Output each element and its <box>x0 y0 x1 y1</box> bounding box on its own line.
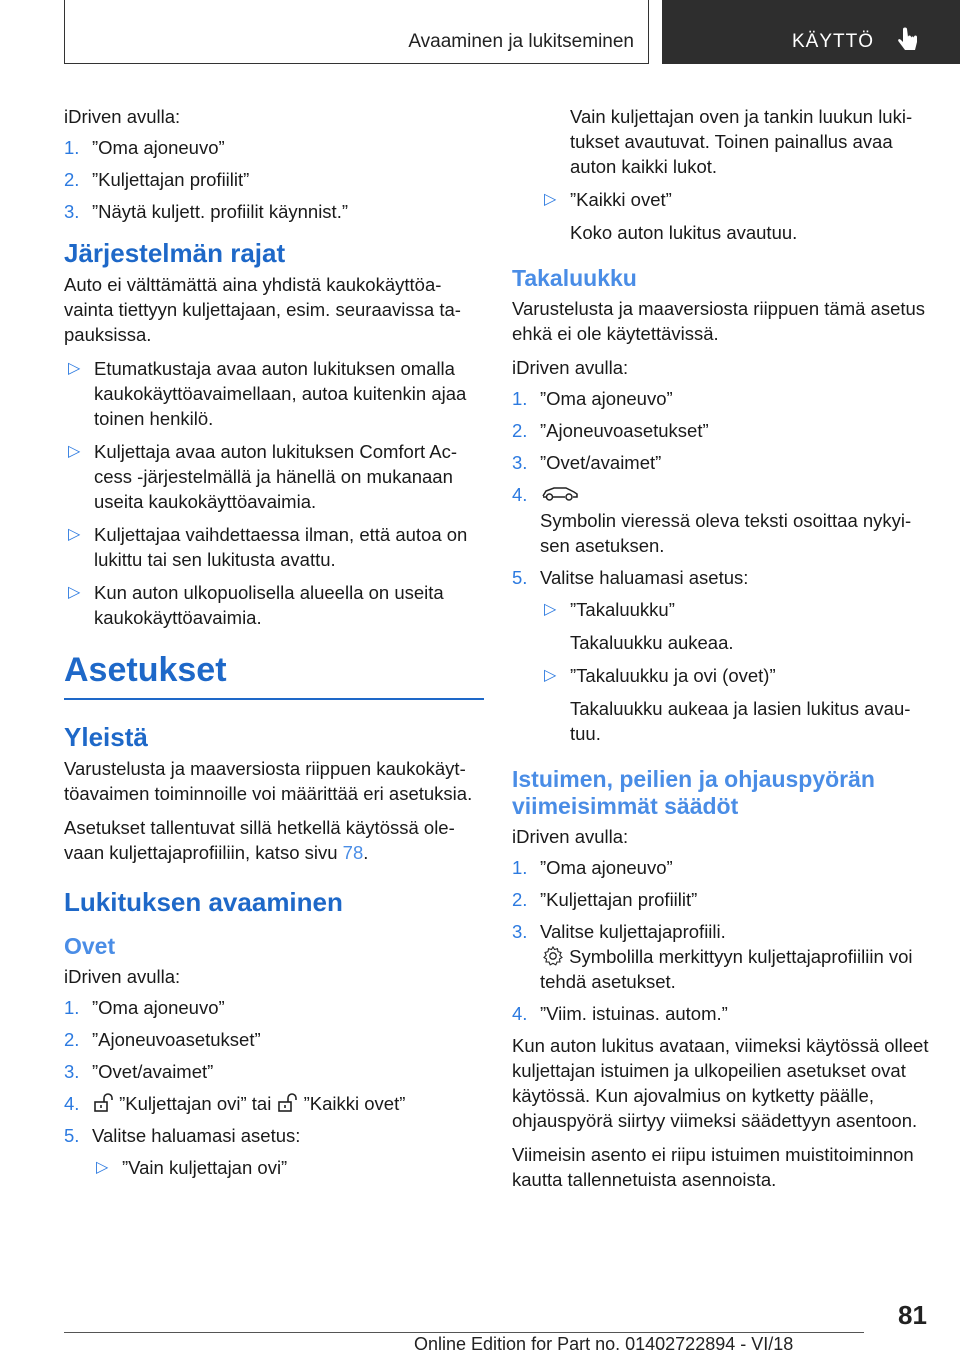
list-item: ▷ ”Takaluukku ja ovi (ovet)” <box>544 665 776 686</box>
list-item: 1. ”Oma ajoneuvo” <box>64 996 225 1018</box>
list-item: ▷ Etumatkustaja avaa auton lukituksen omalla kaukokäyttöavaimellaan, autoa kuitenkin ajaa toinen henkilö. <box>68 358 467 429</box>
triangle-bullet-icon: ▷ <box>68 526 81 543</box>
general-paragraph-2: Asetukset tallentuvat sillä hetkellä käytössä olevaan kuljettajaprofiiliin, katso sivu 78. <box>64 816 455 863</box>
sub-text: Koko auton lukitus avautuu. <box>570 222 798 243</box>
list-item: 4. ”Viim. istuinas. autom.” <box>512 1003 728 1024</box>
seats-paragraph-1: Kun auton lukitus avataan, viimeksi käytössä olleet kuljettajan istuimen ja ulkopeilien asetukset ovat käytössä. Kun ajovalmius on kytketty päälle, ohjauspyörä siirtyy viimeksi säädettyyn asentoon. <box>512 1035 929 1131</box>
limits-paragraph: Auto ei välttämättä aina yhdistä kaukokäyttöavainta tiettyyn kuljettajaan, esim. seuraavissa tapauksissa. <box>64 274 461 345</box>
open-lock-icon <box>276 1092 298 1114</box>
chapter-title: KÄYTTÖ <box>792 31 875 52</box>
triangle-bullet-icon: ▷ <box>68 443 81 460</box>
list-item: 3. Valitse kuljettajaprofiili. Symbolilla merkittyyn kuljettajaprofiiliin voi tehdä asetukset. <box>512 921 913 992</box>
list-item: ▷ ”Kaikki ovet” <box>544 189 672 210</box>
left-column <box>64 104 484 1188</box>
list-item: 4. ”Kuljettajan ovi” tai ”Kaikki ovet” <box>64 1092 406 1114</box>
list-item: ▷ Kun auton ulkopuolisella alueella on useita kaukokäyttöavaimia. <box>68 582 444 628</box>
list-item: ▷ Kuljettaja avaa auton lukituksen Comfort Access -järjestelmällä ja hänellä on mukanaan useita kaukokäyttöavaimia. <box>68 441 458 512</box>
seats-paragraph-2: Viimeisin asento ei riipu istuimen muistitoiminnon kautta tallennetuista asennoista. <box>512 1144 914 1190</box>
doors-lead: iDriven avulla: <box>64 965 181 987</box>
sub-text: Takaluukku aukeaa ja lasien lukitus avautuu. <box>570 698 911 744</box>
triangle-bullet-icon: ▷ <box>68 584 81 601</box>
trunk-paragraph: Varustelusta ja maaversiosta riippuen tämä asetus ehkä ei ole käytettävissä. <box>512 298 926 344</box>
right-column <box>512 104 932 1201</box>
hand-touch-icon <box>893 26 921 54</box>
list-item: 3. ”Näytä kuljett. profiilit käynnist.” <box>64 201 349 222</box>
list-item: 1. ”Oma ajoneuvo” <box>64 137 225 158</box>
heading-rule <box>64 698 484 700</box>
section-title: Avaaminen ja lukitseminen <box>408 31 634 52</box>
footer-rule <box>64 1332 864 1333</box>
page-link[interactable]: 78 <box>342 841 364 863</box>
continued-text: Vain kuljettajan oven ja tankin luukun lukitukset avautuvat. Toinen painallus avaa auton kaikki lukot. <box>570 106 913 177</box>
open-lock-icon <box>92 1092 114 1114</box>
heading-system-limits: Järjestelmän rajat <box>64 238 286 268</box>
list-item: 4. Symbolin vieressä oleva teksti osoittaa nykyisen asetuksen. <box>512 484 912 556</box>
list-item: 2. ”Kuljettajan profiilit” <box>512 889 698 910</box>
sub-text: Takaluukku aukeaa. <box>570 632 734 653</box>
list-item: 2. ”Ajoneuvoasetukset” <box>64 1028 261 1050</box>
list-item: 2. ”Ajoneuvoasetukset” <box>512 420 709 441</box>
triangle-bullet-icon: ▷ <box>96 1158 109 1176</box>
list-item: 2. ”Kuljettajan profiilit” <box>64 169 250 190</box>
triangle-bullet-icon: ▷ <box>544 667 557 684</box>
header-section-box <box>64 0 649 64</box>
list-item: 5. Valitse haluamasi asetus: <box>64 1124 301 1146</box>
triangle-bullet-icon: ▷ <box>544 191 557 208</box>
triangle-bullet-icon: ▷ <box>68 360 81 377</box>
heading-seats-mirrors: Istuimen, peilien ja ohjauspyörän viimeisimmät säädöt <box>512 766 875 819</box>
general-paragraph-1: Varustelusta ja maaversiosta riippuen kaukokäyttöavaimen toiminnoille voi määrittää eri asetuksia. <box>64 757 473 804</box>
page-number: 81 <box>898 1300 927 1330</box>
heading-general: Yleistä <box>64 721 148 752</box>
list-item: ▷ Kuljettajaa vaihdettaessa ilman, että autoa on lukittu tai sen lukitusta avattu. <box>68 524 468 570</box>
triangle-bullet-icon: ▷ <box>544 601 557 618</box>
edition-text: Online Edition for Part no. 01402722894 - VI/18 <box>414 1334 794 1354</box>
list-item: ▷ ”Vain kuljettajan ovi” <box>96 1156 288 1178</box>
car-icon <box>540 482 580 504</box>
seats-lead: iDriven avulla: <box>512 826 629 847</box>
list-item: 1. ”Oma ajoneuvo” <box>512 388 673 409</box>
heading-settings: Asetukset <box>64 651 227 689</box>
list-item: 3. ”Ovet/avaimet” <box>64 1060 214 1082</box>
list-item: ▷ ”Takaluukku” <box>544 599 675 620</box>
list-item: 5. Valitse haluamasi asetus: <box>512 567 749 588</box>
list-item: 1. ”Oma ajoneuvo” <box>512 857 673 878</box>
heading-doors: Ovet <box>64 932 116 959</box>
idrive-lead: iDriven avulla: <box>64 106 181 127</box>
list-item: 3. ”Ovet/avaimet” <box>512 452 662 473</box>
heading-trunk: Takaluukku <box>512 265 637 291</box>
heading-unlock: Lukituksen avaaminen <box>64 886 343 917</box>
gear-icon <box>542 945 564 967</box>
trunk-lead: iDriven avulla: <box>512 357 629 378</box>
